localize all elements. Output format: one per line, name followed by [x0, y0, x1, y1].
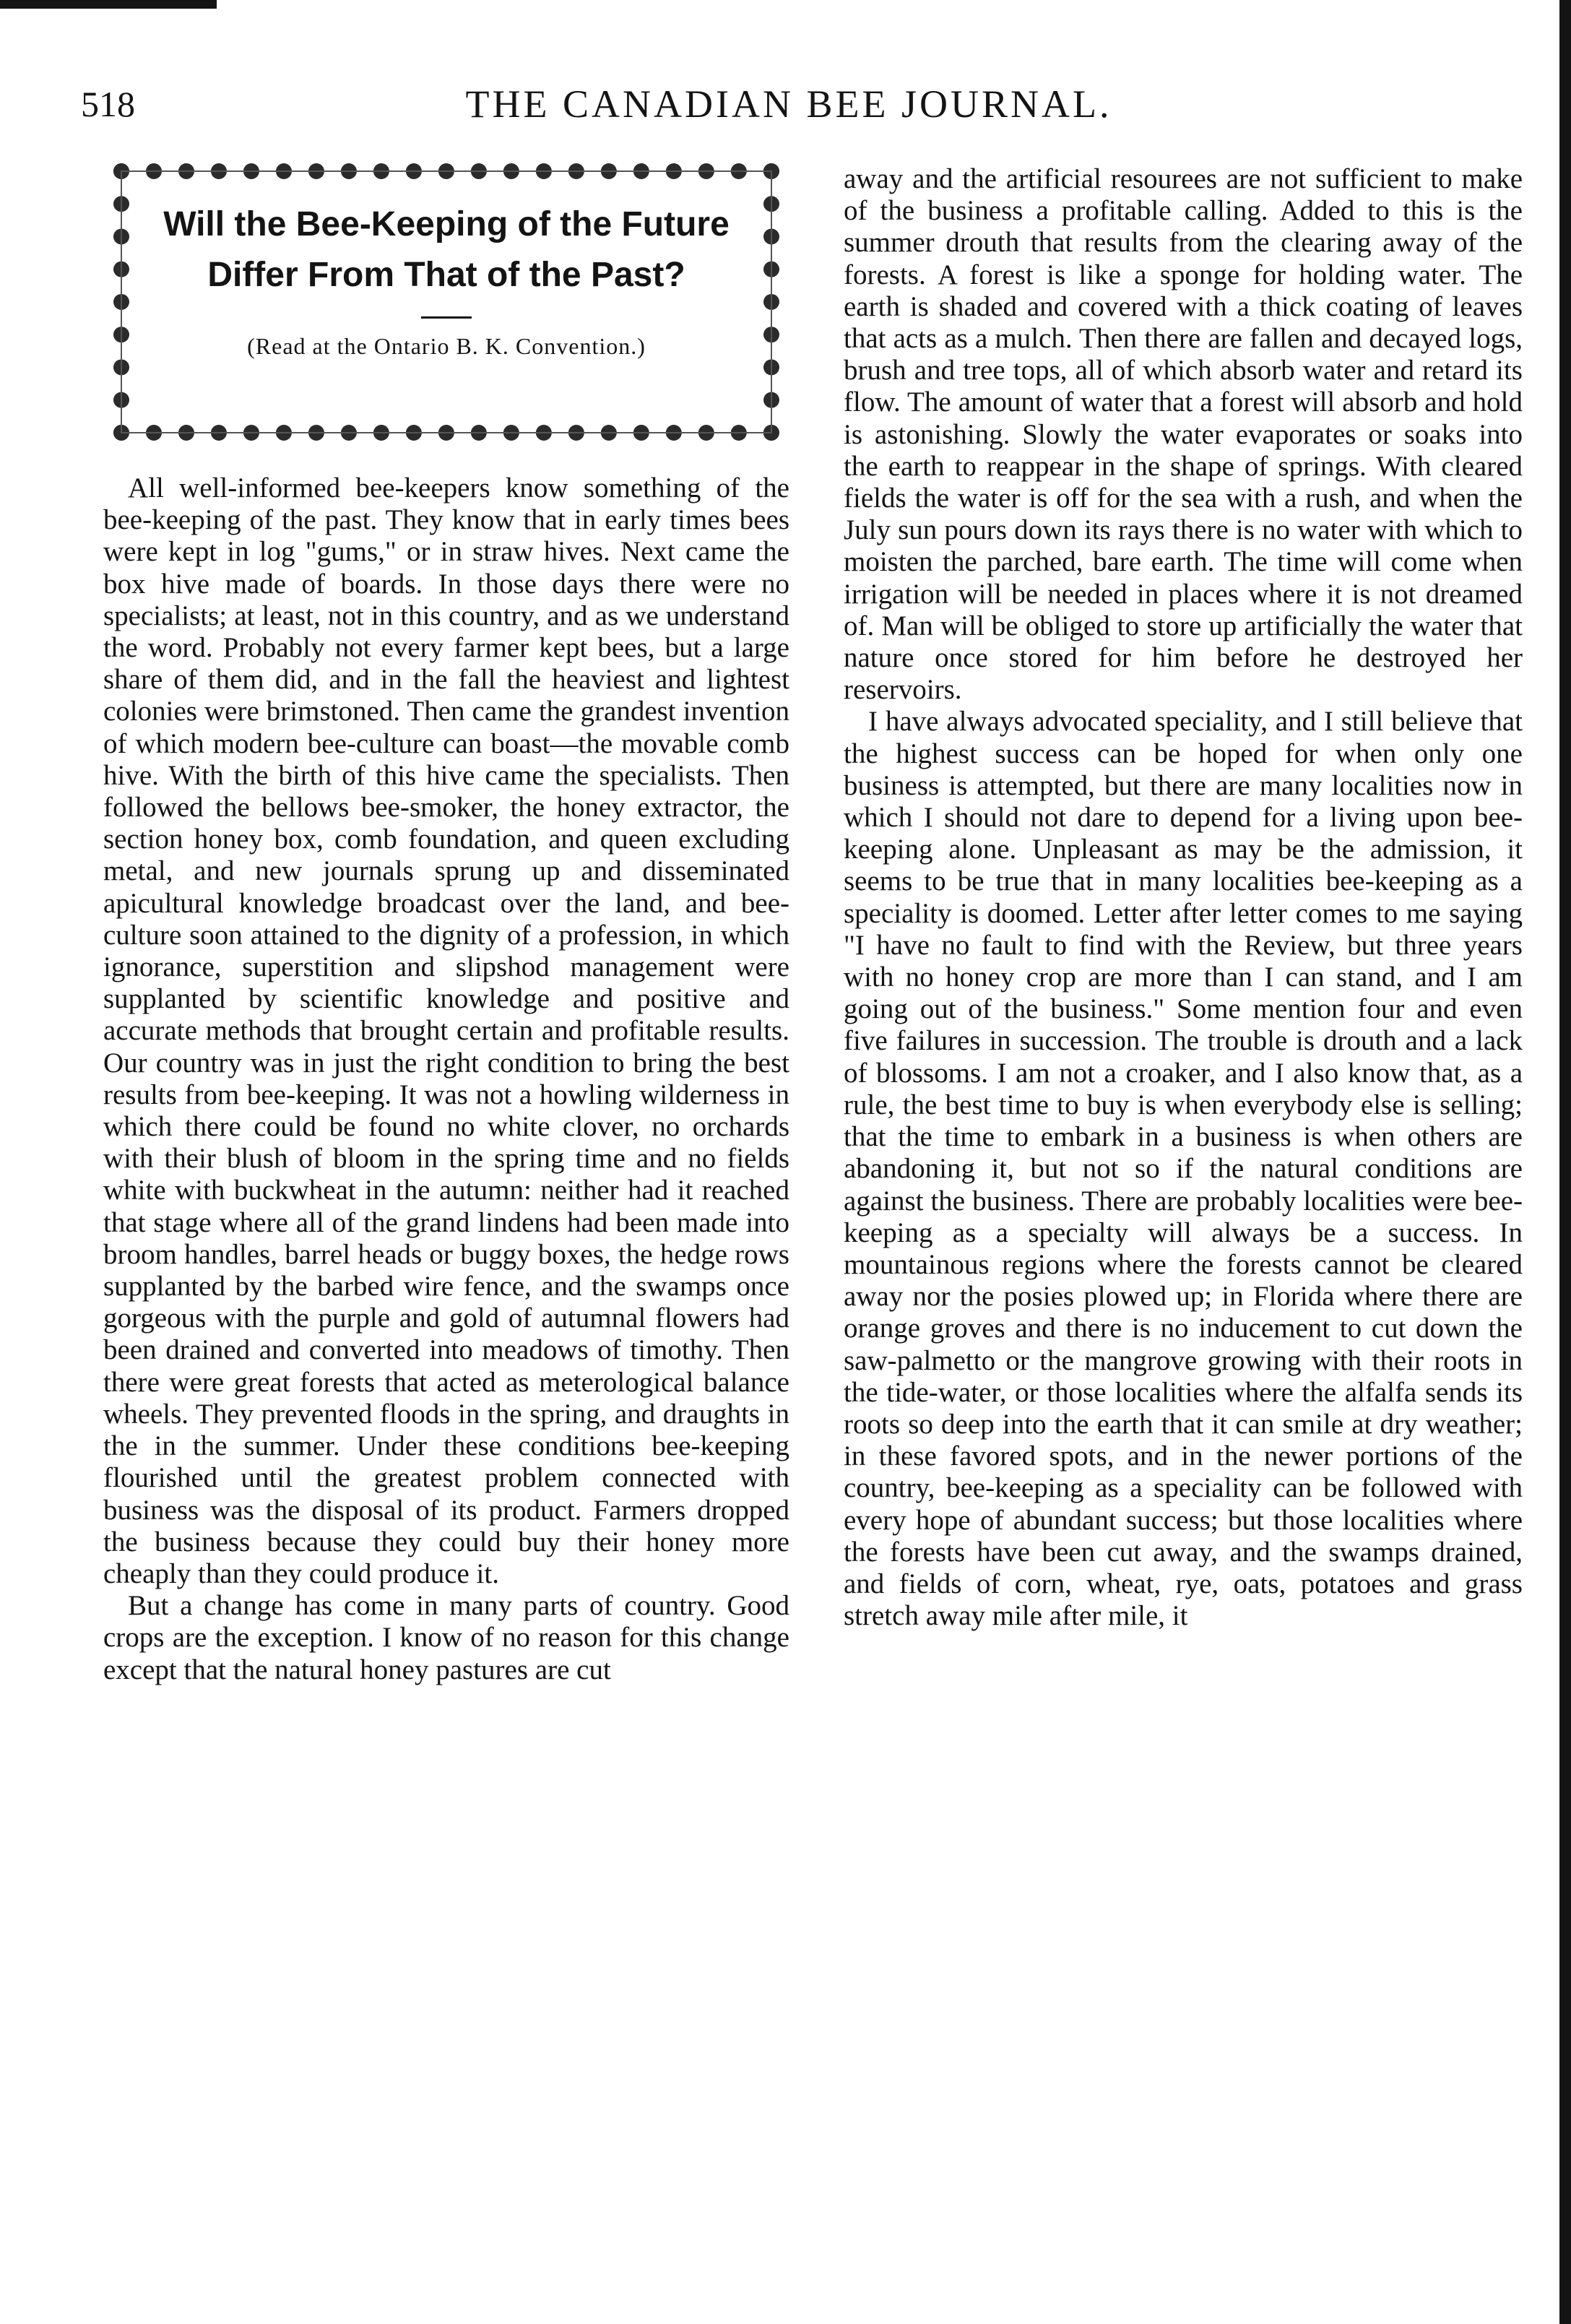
- title-divider: [421, 316, 472, 319]
- article-subtitle: (Read at the Ontario B. K. Convention.): [247, 333, 646, 359]
- right-paragraph-1: away and the artificial resourees are not sufficient to make of the business a profitable calling. Added to this is the summer drouth that results from the clearing away of the forests. A forest is like a sponge for holding water. The earth is shaded and covered with a thick coating of leaves that acts as a mulch. Then there are fallen and decayed logs, brush and tree tops, all of which absorb water and retard its flow. The amount of water that a forest will absorb and hold is astonishing. Slowly the water evaporates or soaks into the earth to reappear in the shape of springs. With cleared fields the water is off for the sea with a rush, and when the July sun pours down its rays there is no water with which to moisten the parched, bare earth. The time will come when irrigation will be needed in places where it is not dreamed of. Man will be obliged to store up artificially the water that nature once stored for him before he destroyed her reservoirs.: [844, 163, 1523, 706]
- right-column: [844, 163, 1523, 1632]
- article-title: Will the Bee-Keeping of the Future Differ From That of the Past?: [163, 205, 730, 294]
- page-header: [81, 75, 1497, 133]
- journal-title: THE CANADIAN BEE JOURNAL.: [465, 82, 1112, 126]
- article-title-box: [113, 163, 779, 441]
- right-paragraph-2: I have always advocated speciality, and I still believe that the highest success can be hoped for when only one business is attempted, but there are many localities now in which I should not dare to depend for a living upon bee-keeping alone. Unpleasant as may be the admission, it seems to be true that in many localities bee-keeping as a speciality is doomed. Letter after letter comes to me saying "I have no fault to find with the Review, but three years with no honey crop are more than I can stand, and I am going out of the business." Some mention four and even five failures in succession. The trouble is drouth and a lack of blossoms. I am not a croaker, and I also know that, as a rule, the best time to buy is when everybody else is selling; that the time to embark in a business is when others are abandoning it, but not so if the natural conditions are against the business. There are probably localities were bee-keeping as a specialty will always be a success. In mountainous regions where the forests cannot be cleared away nor the posies plowed up; in Florida where there are orange groves and there is no inducement to cut down the saw-palmetto or the mangrove growing with their roots in the tide-water, or those localities where the alfalfa sends its roots so deep into the earth that it can smile at dry weather; in these favored spots, and in the newer portions of the country, bee-keeping as a speciality can be followed with every hope of abundant success; but those localities where the forests have been cut away, and the swamps drained, and fields of corn, wheat, rye, oats, potatoes and grass stretch away mile after mile, it: [844, 706, 1523, 1632]
- left-paragraph-2: But a change has come in many parts of country. Good crops are the exception. I know of no reason for this change except that the natural honey pastures are cut: [103, 1590, 789, 1685]
- left-paragraph-1: All well-informed bee-keepers know something of the bee-keeping of the past. They know that in early times bees were kept in log "gums," or in straw hives. Next came the box hive made of boards. In those days there were no specialists; at least, not in this country, and as we understand the word. Probably not every farmer kept bees, but a large share of them did, and in the fall the heaviest and lightest colonies were brimstoned. Then came the grandest invention of which modern bee-culture can boast—the movable comb hive. With the birth of this hive came the specialists. Then followed the bellows bee-smoker, the honey extractor, the section honey box, comb foundation, and queen excluding metal, and new journals sprung up and disseminated apicultural knowledge broadcast over the land, and bee-culture soon attained to the dignity of a profession, in which ignorance, superstition and slipshod management were supplanted by scientific knowledge and positive and accurate methods that brought certain and profitable results. Our country was in just the right condition to bring the best results from bee-keeping. It was not a howling wilderness in which there could be found no white clover, no orchards with their blush of bloom in the spring time and no fields white with buckwheat in the autumn: neither had it reached that stage where all of the grand lindens had been made into broom handles, barrel heads or buggy boxes, the hedge rows supplanted by the barbed wire fence, and the swamps once gorgeous with the purple and gold of autumnal flowers had been drained and converted into meadows of timothy. Then there were great forests that acted as meterological balance wheels. They prevented floods in the spring, and draughts in the in the summer. Under these conditions bee-keeping flourished until the greatest problem connected with business was the disposal of its product. Farmers dropped the business because they could buy their honey more cheaply than they could produce it.: [103, 472, 789, 1589]
- left-column: [103, 163, 789, 1686]
- page-number: 518: [81, 84, 135, 124]
- scanned-page-edge: [1559, 0, 1571, 2324]
- top-rule: [0, 0, 217, 9]
